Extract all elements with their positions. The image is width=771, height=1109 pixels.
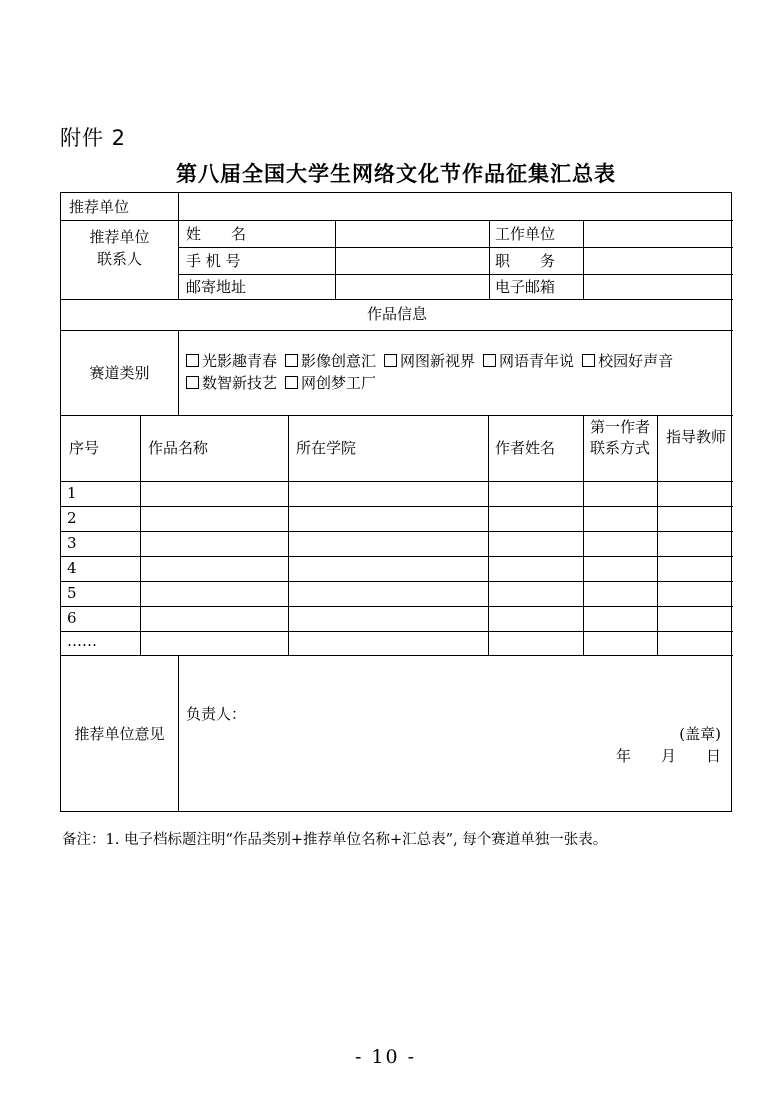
checkbox-icon[interactable] <box>186 376 199 389</box>
track-options-line2 <box>186 373 376 393</box>
header-college: 所在学院 <box>296 439 357 457</box>
col-divider <box>140 415 141 655</box>
row-number: 3 <box>67 534 77 552</box>
row-divider <box>61 220 733 221</box>
contact-address-label: 邮寄地址 <box>186 278 247 296</box>
checkbox-icon[interactable] <box>582 354 595 367</box>
col-divider <box>288 415 289 655</box>
checkbox-icon[interactable] <box>285 354 298 367</box>
col-divider <box>488 415 489 655</box>
form-title: 第八届全国大学生网络文化节作品征集汇总表 <box>176 162 616 186</box>
row-divider <box>61 581 733 582</box>
row-divider <box>61 606 733 607</box>
work-info-header: 作品信息 <box>366 305 427 323</box>
recommend-unit-label: 推荐单位 <box>69 198 130 216</box>
row-divider <box>61 299 733 300</box>
contact-phone-label: 手 机 号 <box>186 252 241 270</box>
track-option[interactable]: 网图新视界 <box>384 352 475 370</box>
row-divider <box>61 655 733 656</box>
checkbox-icon[interactable] <box>483 354 496 367</box>
col-divider <box>657 415 658 655</box>
track-label: 赛道类别 <box>89 364 150 382</box>
row-number: 2 <box>67 509 77 527</box>
row-number: 6 <box>67 609 77 627</box>
row-divider <box>178 274 733 275</box>
row-divider <box>61 330 733 331</box>
contact-work-unit-label: 工作单位 <box>495 225 556 243</box>
track-option[interactable]: 校园好声音 <box>582 352 673 370</box>
track-option[interactable]: 光影趣青春 <box>186 352 277 370</box>
row-number: …… <box>67 632 97 650</box>
row-divider <box>61 531 733 532</box>
row-divider <box>61 481 733 482</box>
date-label: 年 月 日 <box>615 747 721 765</box>
summary-form-table <box>60 192 732 812</box>
header-author-name: 作者姓名 <box>495 439 556 457</box>
col-divider <box>178 193 179 299</box>
row-divider <box>61 506 733 507</box>
track-option[interactable]: 网语青年说 <box>483 352 574 370</box>
page-number: - 10 - <box>354 1046 417 1068</box>
col-divider <box>335 220 336 299</box>
seal-label: (盖章) <box>679 725 721 743</box>
checkbox-icon[interactable] <box>384 354 397 367</box>
checkbox-icon[interactable] <box>285 376 298 389</box>
col-divider <box>583 220 584 299</box>
col-divider <box>178 330 179 415</box>
responsible-person-label: 负责人： <box>186 705 247 723</box>
row-divider <box>61 415 733 416</box>
col-divider <box>178 655 179 812</box>
track-option[interactable]: 数智新技艺 <box>186 374 277 392</box>
track-option[interactable]: 影像创意汇 <box>285 352 376 370</box>
contact-name-label: 姓 名 <box>186 225 247 243</box>
opinion-label: 推荐单位意见 <box>74 725 165 743</box>
track-options-line1 <box>186 351 673 371</box>
contact-label-line2: 联系人 <box>96 250 142 268</box>
row-number: 5 <box>67 584 77 602</box>
header-work-name: 作品名称 <box>148 439 209 457</box>
footnote: 备注：1. 电子档标题注明“作品类别+推荐单位名称+汇总表”, 每个赛道单独一张表。 <box>62 832 608 848</box>
row-divider <box>61 631 733 632</box>
col-divider <box>583 415 584 655</box>
contact-position-label: 职 务 <box>495 252 556 270</box>
track-option[interactable]: 网创梦工厂 <box>285 374 376 392</box>
row-number: 1 <box>67 484 77 502</box>
header-advisor: 指导教师 <box>666 428 727 446</box>
contact-label-line1: 推荐单位 <box>89 228 150 246</box>
header-first-author-contact: 第一作者联系方式 <box>590 418 651 457</box>
contact-email-label: 电子邮箱 <box>495 278 556 296</box>
row-number: 4 <box>67 559 77 577</box>
row-divider <box>61 556 733 557</box>
checkbox-icon[interactable] <box>186 354 199 367</box>
row-divider <box>178 247 733 248</box>
header-serial: 序号 <box>69 439 100 457</box>
attachment-label: 附件 2 <box>60 126 127 150</box>
col-divider <box>489 220 490 299</box>
